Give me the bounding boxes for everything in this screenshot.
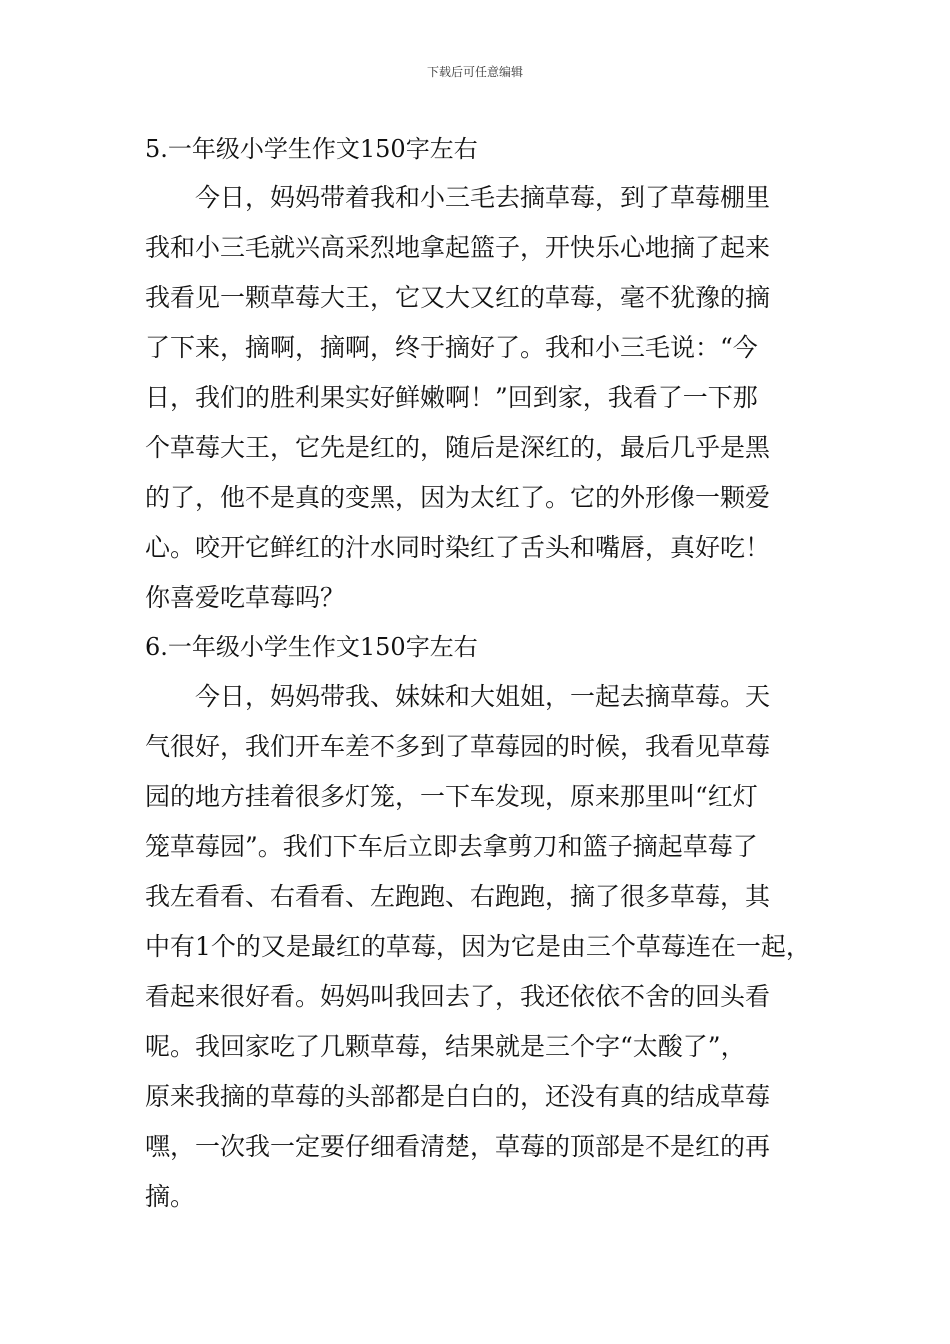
essay-6-paragraph-line: 摘。 [145, 1182, 196, 1211]
essay-6-paragraph-line: 气很好，我们开车差不多到了草莓园的时候，我看见草莓 [145, 732, 771, 761]
essay-5-paragraph-line: 的了，他不是真的变黑，因为太红了。它的外形像一颗爱 [145, 483, 771, 512]
page-header-note: 下载后可任意编辑 [426, 65, 523, 79]
essay-6-paragraph-line: 笼草莓园”。我们下车后立即去拿剪刀和篮子摘起草莓了 [145, 832, 758, 861]
essay-6-heading: 6.一年级小学生作文150字左右 [145, 633, 478, 661]
essay-6-paragraph-line: 呢。我回家吃了几颗草莓，结果就是三个字“太酸了”， [145, 1032, 746, 1061]
essay-6-paragraph-line: 园的地方挂着很多灯笼，一下车发现，原来那里叫“红灯 [145, 782, 758, 811]
essay-5-paragraph-line: 你喜爱吃草莓吗？ [145, 583, 346, 612]
essay-5-heading: 5.一年级小学生作文150字左右 [145, 135, 478, 163]
essay-5-paragraph-line: 心。咬开它鲜红的汁水同时染红了舌头和嘴唇，真好吃！ [145, 533, 771, 562]
essay-6-paragraph-line: 看起来很好看。妈妈叫我回去了，我还依依不舍的回头看 [145, 982, 771, 1011]
essay-6-paragraph-line: 中有1个的又是最红的草莓，因为它是由三个草莓连在一起， [145, 932, 811, 961]
essay-5-paragraph-line: 了下来，摘啊，摘啊，终于摘好了。我和小三毛说：“今 [145, 333, 758, 362]
essay-5-paragraph-line: 日，我们的胜利果实好鲜嫩啊！”回到家，我看了一下那 [145, 383, 758, 412]
essay-5-paragraph-line: 我看见一颗草莓大王，它又大又红的草莓，毫不犹豫的摘 [145, 283, 771, 312]
essay-6-paragraph-line: 今日，妈妈带我、妹妹和大姐姐，一起去摘草莓。天 [195, 682, 771, 711]
essay-6-paragraph-line: 我左看看、右看看、左跑跑、右跑跑，摘了很多草莓，其 [145, 882, 771, 911]
essay-5-paragraph-line: 个草莓大王，它先是红的，随后是深红的，最后几乎是黑 [145, 433, 771, 462]
essay-5-paragraph-line: 我和小三毛就兴高采烈地拿起篮子，开快乐心地摘了起来 [145, 233, 771, 262]
essay-5-paragraph-line: 今日，妈妈带着我和小三毛去摘草莓，到了草莓棚里 [195, 183, 771, 212]
essay-6-paragraph-line: 嘿，一次我一定要仔细看清楚，草莓的顶部是不是红的再 [145, 1132, 771, 1161]
essay-6-paragraph-line: 原来我摘的草莓的头部都是白白的，还没有真的结成草莓 [145, 1082, 771, 1111]
